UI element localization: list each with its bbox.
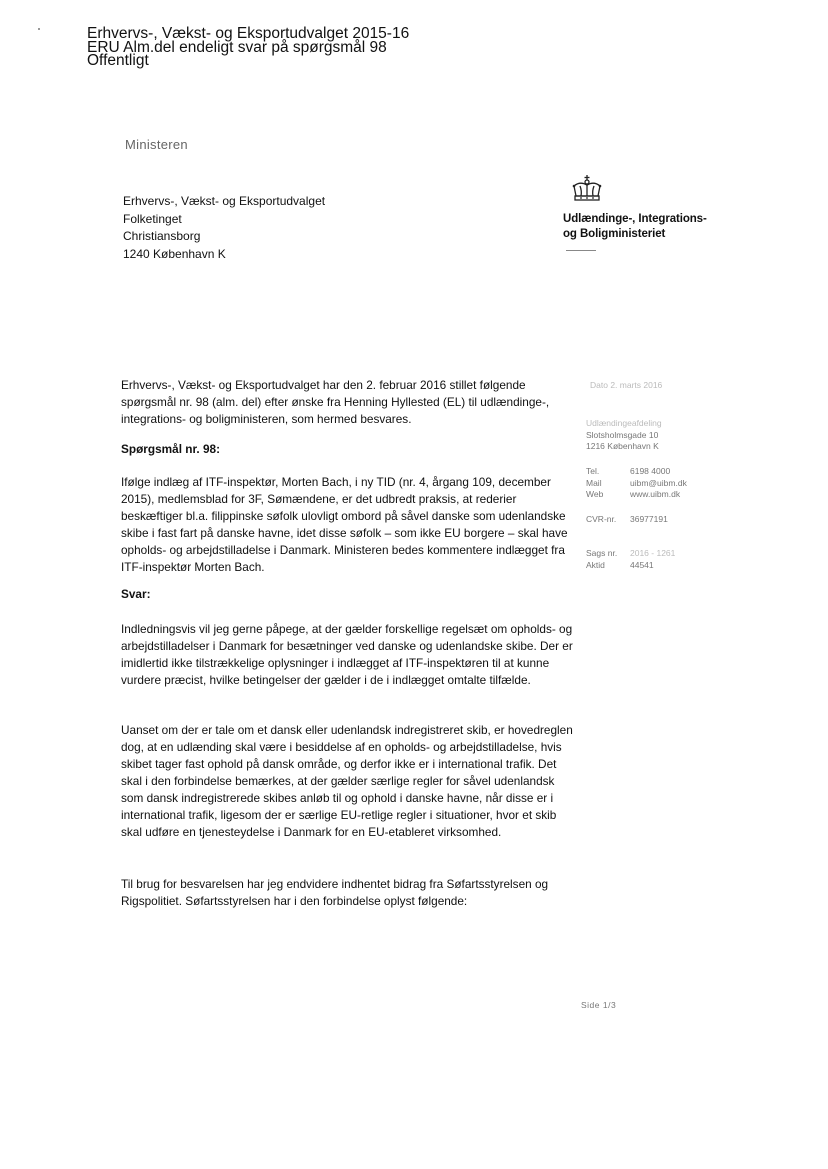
cvr-value: 36977191 — [630, 514, 668, 524]
aktid-value: 44541 — [630, 559, 654, 570]
intro-paragraph: Erhvervs-, Vækst- og Eksportudvalget har den 2. februar 2016 stillet følgende spørgsmål nr. 98 (alm. del) efter ønske fra Henning Hyllested (EL) til udlændinge-, integrations- og boligministeren, som hermed besvares. — [121, 378, 550, 426]
recipient-line: 1240 København K — [123, 246, 226, 261]
document-stamp — [87, 27, 409, 68]
mail-label: Mail — [586, 477, 602, 488]
ministry-line: og Boligministeriet — [563, 228, 666, 240]
department-street: Slotsholmsgade 10 — [586, 429, 659, 440]
stamp-committee: Erhvervs-, Vækst- og Eksportudvalget 2015-16 — [87, 25, 410, 42]
department-city: 1216 København K — [586, 441, 659, 451]
recipient-line: Erhvervs-, Vækst- og Eksportudvalget — [123, 194, 326, 208]
answer-paragraph: Til brug for besvarelsen har jeg endvidere indhentet bidrag fra Søfartsstyrelsen og Rigspolitiet. Søfartsstyrelsen har i den forbindelse oplyst følgende: — [121, 877, 549, 908]
cvr-label: CVR-nr. — [586, 514, 617, 524]
case-info — [586, 548, 675, 571]
stamp-status: Offentligt — [87, 52, 149, 69]
department-name: Udlændingeafdeling — [586, 418, 662, 428]
cvr-info — [586, 514, 668, 526]
contact-info — [586, 466, 687, 501]
tel-value: 6198 4000 — [630, 466, 671, 476]
web-label: Web — [586, 489, 604, 499]
aktid-label: Aktid — [586, 559, 605, 570]
recipient-line: Christiansborg — [123, 229, 201, 243]
ministry-line: Udlændinge-, Integrations- — [563, 213, 707, 225]
web-link[interactable]: www.uibm.dk — [630, 489, 681, 499]
logo-divider — [566, 250, 596, 251]
sags-label: Sags nr. — [586, 548, 618, 558]
mail-link[interactable]: uibm@uibm.dk — [630, 477, 687, 488]
recipient-line: Folketinget — [123, 211, 182, 226]
recipient-address — [123, 193, 325, 263]
ministry-name — [563, 212, 707, 242]
scan-speck — [38, 28, 40, 30]
crown-icon — [570, 174, 604, 207]
department-address — [586, 418, 662, 453]
question-heading: Spørgsmål nr. 98: — [121, 442, 220, 456]
page-number: Side 1/3 — [581, 1000, 617, 1010]
sags-value: 2016 - 1261 — [630, 548, 676, 558]
answer-paragraph: Indledningsvis vil jeg gerne påpege, at der gælder forskellige regelsæt om opholds- og arbejdstilladelser i Danmark for besætninger ved danske og udenlandske skibe. Der er imidlertid ikke tilstrækkelige oplysninger i indlægget af ITF-inspektøren til at kunne vurdere præcist, hvilke betingelser der gælder i de i indlægget omtalte tilfælde. — [121, 622, 573, 687]
tel-label: Tel. — [586, 466, 600, 476]
question-paragraph: Ifølge indlæg af ITF-inspektør, Morten Bach, i ny TID (nr. 4, årgang 109, december 2015), medlemsblad for 3F, Sømændene, er det udbredt praksis, at rederier beskæftiger bl.a. filippinske søfolk ulovligt ombord på såvel danske som udenlandske skibe i fast fart på danske havne, idet disse søfolk – som ikke EU borgere – skal have opholds- og arbejdstilladelse i Danmark. Ministeren bedes kommentere indlægget fra ITF-inspektør Morten Bach. — [121, 475, 568, 574]
answer-paragraph: Uanset om der er tale om et dansk eller udenlandsk indregistreret skib, er hovedreglen dog, at en udlænding skal være i besiddelse af en opholds- og arbejdstilladelse, hvis skibet tager fast ophold på dansk område, og derfor ikke er i international trafik. Det skal i den forbindelse bemærkes, at der gælder særlige regler for såvel udenlandsk som dansk indregistrerede skibes anløb til og ophold i danske havne, når disse er i international trafik, ligesom der er særlige EU-retlige regler i situationer, hvor et skib skal udføre en tjenesteydelse i Danmark for en EU-etableret virksomhed. — [121, 723, 573, 839]
letter-date: Dato 2. marts 2016 — [590, 380, 663, 390]
answer-heading: Svar: — [121, 587, 151, 601]
stamp-reference: ERU Alm.del endeligt svar på spørgsmål 98 — [87, 38, 387, 56]
sender-label: Ministeren — [125, 137, 188, 152]
